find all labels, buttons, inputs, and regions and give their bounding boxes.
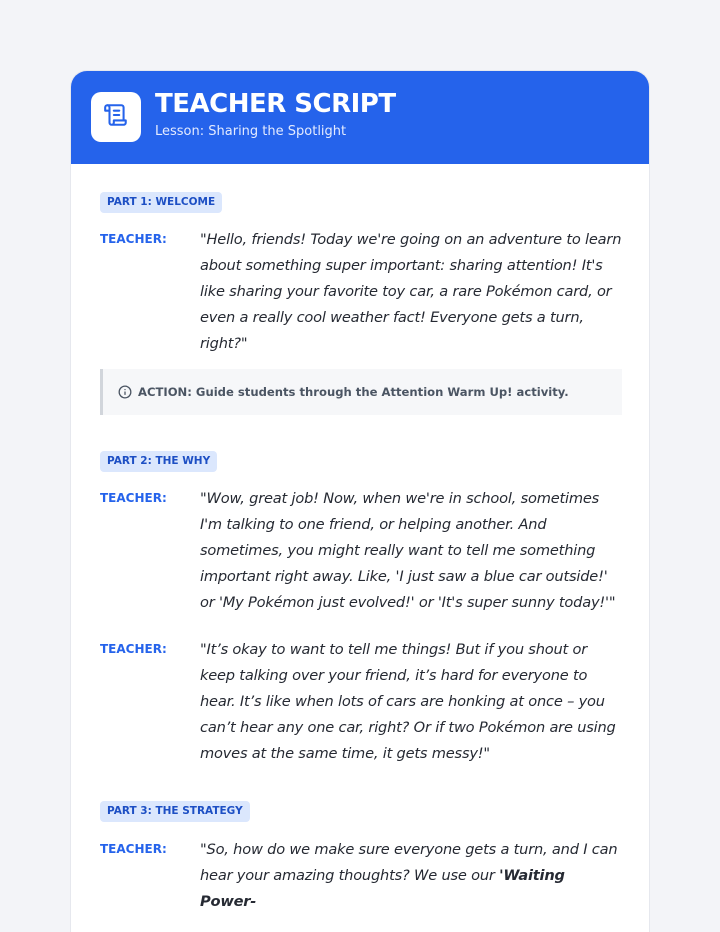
teacher-line-emphasis: 'Waiting Power- [200, 867, 565, 910]
teacher-line: "It’s okay to want to tell me things! But if you shout or keep talking over your friend, it’s hard for everyone to hear. It’s like when lots of cars are honking at once – you can’t hear any one car, right? Or if two Pokémon are using moves at the same time, it gets messy!" [200, 641, 616, 762]
lesson-subtitle: Lesson: Sharing the Spotlight [155, 124, 347, 139]
page-title: TEACHER SCRIPT [155, 89, 396, 119]
logo-badge [91, 92, 141, 142]
teacher-line: "Wow, great job! Now, when we're in school, sometimes I'm talking to one friend, or helping another. And sometimes, you might really want to tell me something important right away. Like, 'I just saw a blue car outside!' or 'My Pokémon just evolved!' or 'It's super sunny today!'" [200, 490, 616, 611]
script-header [71, 71, 649, 164]
action-text: ACTION: Guide students through the Attention Warm Up! activity. [138, 385, 569, 399]
speaker-label: TEACHER: [100, 232, 167, 246]
speaker-label: TEACHER: [100, 642, 167, 656]
info-icon [118, 385, 132, 399]
scroll-icon [103, 102, 129, 132]
speaker-label: TEACHER: [100, 491, 167, 505]
section-tag-part-2: PART 2: THE WHY [100, 451, 217, 472]
section-tag-part-3: PART 3: THE STRATEGY [100, 801, 250, 822]
teacher-line [200, 837, 624, 915]
action-note [100, 369, 622, 415]
section-tag-part-1: PART 1: WELCOME [100, 192, 222, 213]
teacher-line-text: "So, how do we make sure everyone gets a turn, and I can hear your amazing thoughts? We use our [200, 841, 618, 884]
speaker-label: TEACHER: [100, 842, 167, 856]
script-card [71, 71, 649, 932]
teacher-line: "Hello, friends! Today we're going on an adventure to learn about something super important: sharing attention! It's like sharing your favorite toy car, a rare Pokémon card, or even a really cool weather fact! Everyone gets a turn, right?" [200, 231, 622, 352]
